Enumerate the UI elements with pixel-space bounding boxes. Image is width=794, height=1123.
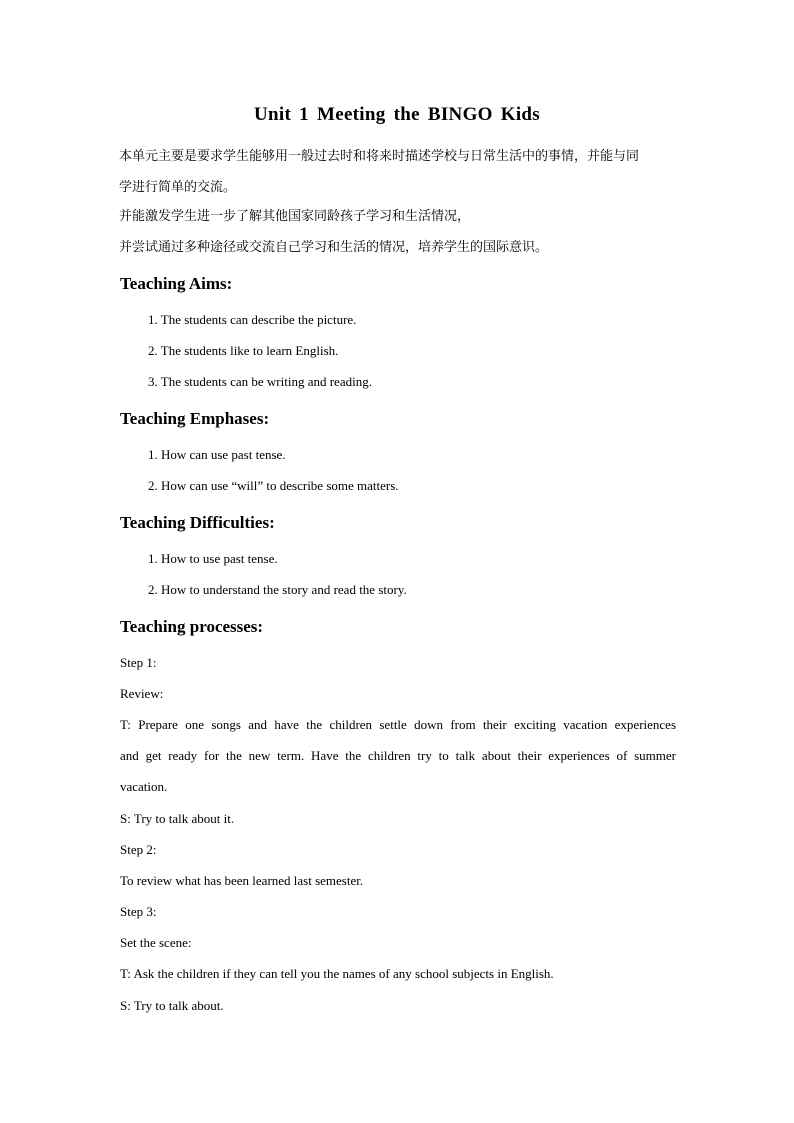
process-line: Step 2:	[120, 842, 157, 857]
process-line: To review what has been learned last semester.	[120, 873, 364, 888]
process-line: vacation.	[120, 779, 168, 794]
aims-item: 2. The students like to learn English.	[148, 343, 339, 358]
heading-teaching-emphases: Teaching Emphases:	[120, 409, 270, 428]
process-line: Step 3:	[120, 904, 157, 919]
process-line: T: Prepare one songs and have the children settle down from their exciting vacation experiences	[120, 717, 676, 732]
intro-line-4: 并尝试通过多种途径或交流自己学习和生活的情况，培养学生的国际意识。	[119, 240, 549, 255]
intro-line-2: 学进行简单的交流。	[119, 180, 237, 195]
heading-teaching-aims: Teaching Aims:	[120, 274, 233, 293]
intro-line-3: 并能激发学生进一步了解其他国家同龄孩子学习和生活情况，	[119, 209, 471, 224]
process-line: S: Try to talk about it.	[120, 811, 235, 826]
heading-teaching-processes: Teaching processes:	[120, 617, 264, 636]
heading-teaching-difficulties: Teaching Difficulties:	[120, 513, 275, 532]
aims-item: 1. The students can describe the picture.	[148, 312, 357, 327]
emphases-item: 1. How can use past tense.	[148, 447, 286, 462]
emphases-item: 2. How can use “will” to describe some matters.	[148, 478, 399, 493]
intro-line-1: 本单元主要是要求学生能够用一般过去时和将来时描述学校与日常生活中的事情，并能与同	[119, 149, 640, 164]
process-line: T: Ask the children if they can tell you the names of any school subjects in English.	[120, 966, 554, 981]
process-line: Set the scene:	[120, 935, 192, 950]
difficulties-item: 2. How to understand the story and read the story.	[148, 582, 407, 597]
aims-item: 3. The students can be writing and reading.	[148, 374, 372, 389]
process-line: and get ready for the new term. Have the children try to talk about their experiences of summer	[120, 748, 676, 763]
process-line: S: Try to talk about.	[120, 998, 224, 1013]
process-line: Review:	[120, 686, 164, 701]
difficulties-item: 1. How to use past tense.	[148, 551, 278, 566]
page-title: Unit 1 Meeting the BINGO Kids	[253, 104, 540, 125]
process-line: Step 1:	[120, 655, 157, 670]
